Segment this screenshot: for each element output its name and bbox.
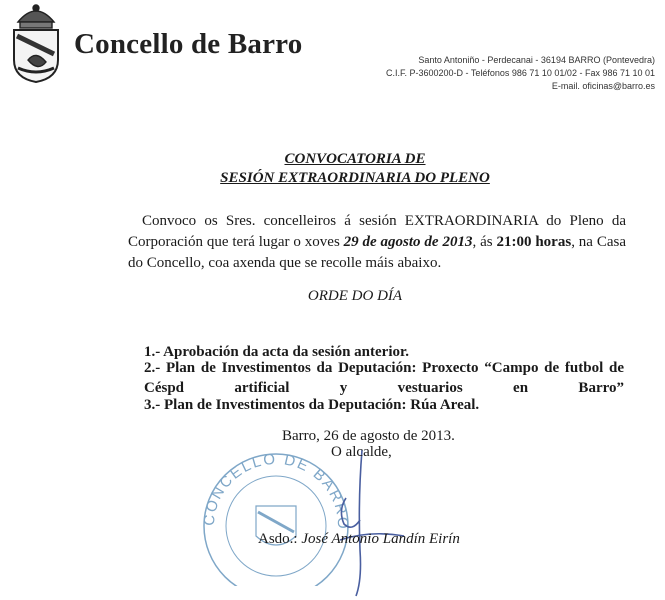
mayor-role: O alcalde,: [331, 444, 392, 460]
convocation-paragraph: [128, 211, 626, 274]
place-and-date: Barro, 26 de agosto de 2013.: [282, 428, 455, 444]
document-title-line-2: SESIÓN EXTRAORDINARIA DO PLENO: [220, 170, 490, 186]
document-title-line-1: CONVOCATORIA DE: [284, 151, 426, 167]
coat-of-arms-logo: [8, 2, 64, 84]
agenda-item-3: 3.- Plan de Investimentos da Deputación: Rúa Areal.: [144, 397, 480, 413]
cif-phone-line: C.I.F. P-3600200-D - Teléfonos 986 71 10 01/02 - Fax 986 71 10 01: [385, 68, 655, 78]
organization-name: Concello de Barro: [74, 28, 303, 60]
stamp-text: CONCELLO DE BARRO: [200, 450, 352, 531]
email-line: E-mail. oficinas@barro.es: [551, 81, 655, 91]
mayor-signature: [300, 440, 420, 600]
session-time: 21:00 horas: [496, 234, 572, 250]
address-line: Santo Antoniño - Perdecanai - 36194 BARRO (Pontevedra): [418, 55, 655, 65]
agenda-item-1: 1.- Aprobación da acta da sesión anterior.: [144, 344, 410, 360]
agenda-heading: ORDE DO DÍA: [307, 288, 403, 304]
body-text-3: , na Casa do Concello, coa axenda que se recolle máis abaixo.: [128, 234, 626, 271]
body-text-2: , ás: [472, 234, 497, 250]
signer-name: José Antonio Landín Eirín: [301, 531, 460, 547]
signed-prefix: Asdo.:: [258, 531, 298, 547]
agenda-item-2: 2.- Plan de Investimentos da Deputación: Proxecto “Campo de futbol de Céspd artificial y vestuarios en Barro”: [144, 360, 624, 396]
contact-block: [325, 54, 655, 93]
session-date: 29 de agosto de 2013: [343, 234, 473, 250]
body-text-1: Convoco os Sres. concelleiros á sesión EXTRAORDINARIA do Pleno da Corporación que terá lugar o xoves: [128, 213, 626, 250]
signature-line: [258, 531, 460, 548]
